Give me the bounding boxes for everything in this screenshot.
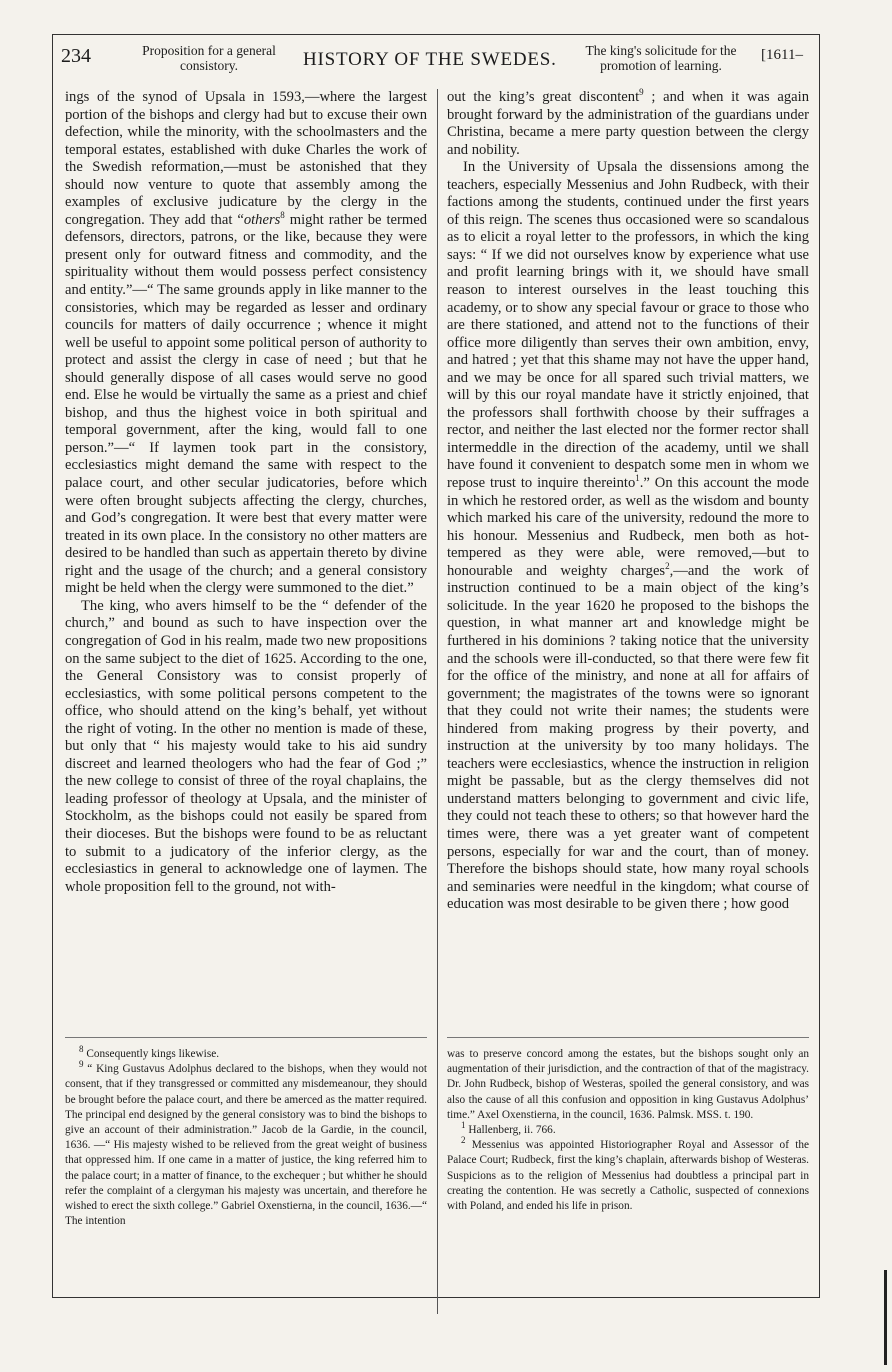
right-sidenote: The king's solicitude for the promotion of learning.	[585, 43, 737, 73]
footnotes-right	[447, 1047, 809, 1214]
left-column	[65, 89, 427, 896]
running-title: HISTORY OF THE SWEDES.	[303, 49, 557, 70]
page-header	[53, 35, 819, 83]
right-paragraph-1: out the king’s great discontent$^9$ ; and when it was again brought forward by the administration of the guardians under Christina, became a mere party question between the clergy and nobility.	[447, 87, 809, 158]
footnote-ref-2: 2	[665, 560, 670, 571]
right-column	[447, 89, 809, 914]
footnote-separator-left	[65, 1037, 427, 1038]
footnote-9-continued: was to preserve concord among the estates, but the bishops sought only an augmentation of their jurisdiction, and the contraction of that of the magistracy. Dr. John Rudbeck, bishop of Westeras, spoiled the general consistory, and was also the cause of all this confusion and opposition in king Gustavus Adolphus’ time.” Axel Oxenstierna, in the council, 1636. Palmsk. MSS. t. 190.	[447, 1048, 809, 1121]
year-marker: [1611–	[761, 47, 803, 63]
column-divider	[437, 89, 438, 1314]
footnote-ref-9: 9	[639, 87, 644, 98]
footnote-9: $^9$ “ King Gustavus Adolphus declared to the bishops, when they would not consent, that if they transgressed or committed any misdemeanour, they should be brought before the palace court, and there be amerced as the matter required. The principal end designed by the general consistory was to bind the bishops to give an account of their administration.” Jacob de la Gardie, in the council, 1636. —“ His majesty wished to be relieved from the great weight of business that oppressed him. If one came in a matter of justice, the king referred him to the palace court; in a matter of finance, to the exchequer ; but whither he should refer the complaint of a clergyman his majesty was uncertain, and therefore he wished to erect the sixth college.” Gabriel Oxenstierna, in the council, 1636.—“ The intention	[65, 1059, 427, 1228]
page-frame	[52, 34, 820, 1298]
left-paragraph-2: The king, who avers himself to be the “ defender of the church,” and bound as such to have inspection over the congregation of God in his realm, made two new propositions on the same subject to the diet of 1625. According to the one, the General Consistory was to consist properly of ecclesiastics, with some political persons competent to the office, who should attend on the king’s behalf, yet without the right of voting. In the other no mention is made of these, but only that “ his majesty would take to his aid sundry discreet and learned theologers who had the fear of God ;” the new college to consist of three of the royal chaplains, the leading professor of theology at Upsala, and the minister of Stockholm, as the bishops could not easily be spared from their dioceses. But the bishops were found to be as reluctant to submit to a judicatory of the inferior clergy, as the ecclesiastics in general to acknowledge one of laymen. The whole proposition fell to the ground, not with-	[65, 597, 427, 895]
footnote-ref-8: 8	[280, 209, 285, 220]
footnote-separator-right	[447, 1037, 809, 1038]
page-edge-mark	[884, 1270, 887, 1365]
right-paragraph-2: In the University of Upsala the dissensions among the teachers, especially Messenius and John Rudbeck, with their factions among the students, continued under the first years of this reign. The scenes thus occasioned were so scandalous as to elicit a royal letter to the professors, in which the king says: “ If we did not ourselves know by experience what use and profit learning brings with it, we should have small reason to interest ourselves in the least touching this academy, or to show any special favour or grace to those who are there stationed, and attend not to the functions of their office more diligently than serves their own ambition, envy, and hatred ; yet that this shame may not have the upper hand, and we may be once for all spared such trivial matters, we will by this our royal mandate have it strictly enjoined, that the professors shall forthwith choose by their suffrages a rector, and neither the last elected nor the former rector shall intermeddle in the direction of the academy, until we shall have found it convenient to despatch some men in whom we repose trust to inquire thereinto$^1$.” On this account the mode in which he restored order, as well as the wisdom and bounty which marked his care of the university, redound the more to his honour. Messenius and Rudbeck, men both as hot-tempered as they were able, were removed,—but to honourable and weighty charges$^2$,—and the work of instruction continued to be a main object of the king’s solicitude. In the year 1620 he proposed to the bishops the question, in what manner art and knowledge might be furthered in his dominions ? taking notice that the university and the schools were ill-conducted, so that there were few fit for the office of the ministry, and none at all for affairs of government; the magistrates of the towns were so ignorant that they could not write their names; the students were hindered from making progress by their poverty, and instruction at the university by too many holidays. The teachers were ecclesiastics, whence the instruction in religion might be passable, but as the clergy themselves did not understand matters belonging to government and civic life, they could not teach these to others; so that however hard the times were, there was a yet greater want of competent persons, especially for war and the court, than of money. Therefore the bishops should state, how many royal schools and seminaries were needful in the kingdom; what course of education was most desirable to be given there ; how good	[447, 159, 809, 913]
footnote-ref-1: 1	[635, 473, 640, 484]
footnotes-left	[65, 1044, 427, 1229]
left-paragraph-1: ings of the synod of Upsala in 1593,—where the largest portion of the bishops and clergy had but to excuse their own defection, while the minority, with the schoolmasters and the temporal estates, established with duke Charles the work of the Swedish reformation,—must be astonished that they should now venture to quote that assembly among the examples of exclusive judicature by the clergy in the congregation. They add that “others$^8$ might rather be termed defensors, directors, patrons, or the like, because they were present only for outward fitness and commodity, and the spirituality without them would possess perfect consistency and entity.”—“ The same grounds apply in like manner to the consistories, which may be regarded as lesser and ordinary councils for matters of daily occurrence ; whence it might well be useful to appoint some political person of authority to protect and assist the clergy in case of need ; but that he should generally dispose of all cases would serve no good end. Else he would be virtually the same as a priest and chief bishop, and thus the highest voice in both spiritual and temporal government, after the king, would fall to one person.”—“ If laymen took part in the consistory, ecclesiastics might demand the same with respect to the palace court, and other secular judicatories, before which were often brought subjects affecting the clergy, churches, and God’s congregation. It were best that every matter were treated in its own place. In the consistory no other matters are desired to be handled than such as appertain thereto by divine right and the usage of the church; and a general consistory might be held when the clergy were summoned to the diet.”	[65, 89, 427, 597]
page-number: 234	[61, 45, 91, 67]
footnote-1: $^1$ Hallenberg, ii. 766.	[461, 1120, 556, 1137]
left-sidenote: Proposition for a general consistory.	[142, 43, 276, 73]
footnote-8: $^8$ Consequently kings likewise.	[79, 1044, 220, 1060]
footnote-2: $^2$ Messenius was appointed Historiographer Royal and Assessor of the Palace Court; Rudbeck, first the king’s chaplain, afterwards bishop of Westeras. Suspicions as to the religion of Messenius had doubtless a principal part in creating the contention. He was secretly a Catholic, suspected of connexions with Poland, and ended his life in prison.	[447, 1135, 809, 1213]
